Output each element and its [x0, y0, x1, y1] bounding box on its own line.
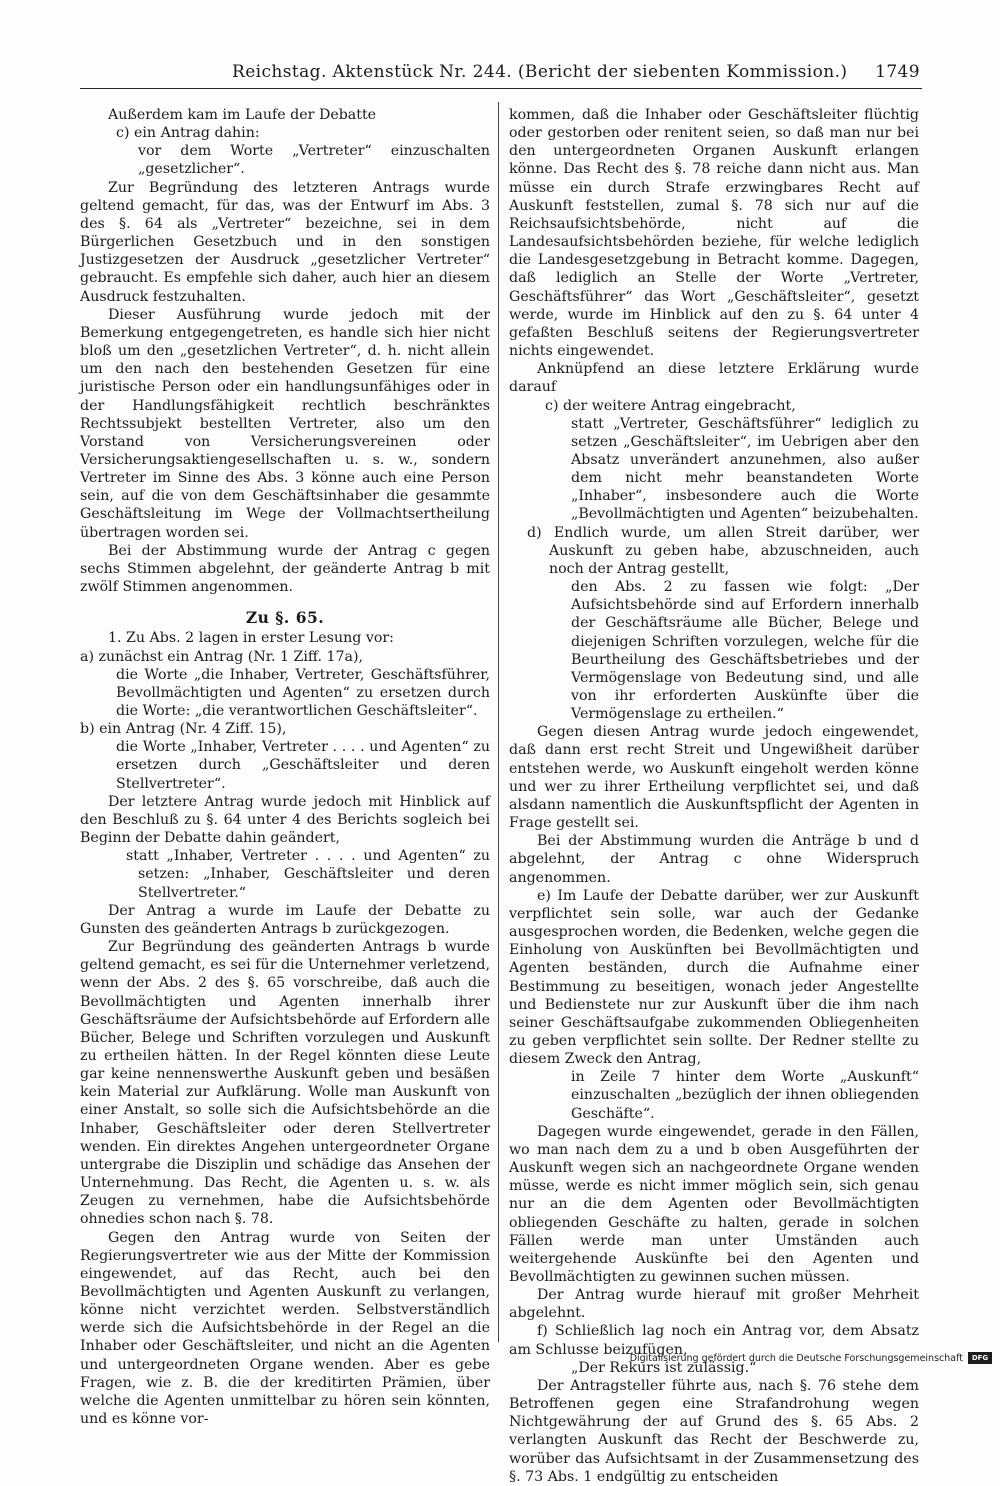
- quoted-proposal: die Worte „die Inhaber, Vertreter, Geschäftsführer, Bevollmächtigten und Agenten“ zu ersetzen durch die Worte: „die verantwortlichen Geschäftsleiter“.: [116, 666, 490, 719]
- list-item: f) Schließlich lag noch ein Antrag vor, dem Absatz am Schlusse beizufügen,: [509, 1323, 919, 1358]
- list-item: b) ein Antrag (Nr. 4 Ziff. 15),: [80, 721, 287, 738]
- paragraph: Der Antragsteller führte aus, nach §. 76 stehe dem Betroffenen gegen eine Strafandrohung wegen Nichtgewährung der auf Grund des §. 65 Abs. 2 verlangten Auskunft das Recht der Beschwerde zu, worüber das Aufsichtsamt in der Zusammensetzung des §. 73 Abs. 1 endgültig zu entscheiden: [509, 1377, 919, 1485]
- quoted-proposal: statt „Vertreter, Geschäftsführer“ lediglich zu setzen „Geschäftsleiter“, im Uebrigen aber den Absatz unverändert anzunehmen, also außer dem nicht mehr beanstandeten Worte „Inhaber“, insbesondere auch die Worte „Bevollmächtigten und Agenten“ beizubehalten.: [571, 415, 919, 523]
- right-column: [509, 106, 919, 1486]
- list-item: c) der weitere Antrag eingebracht,: [545, 397, 796, 414]
- quoted-proposal: statt „Inhaber, Vertreter . . . . und Agenten“ zu setzen: „Inhaber, Geschäftsleiter und deren Stellvertreter.“: [126, 848, 490, 901]
- dfg-logo-icon: DFG: [968, 1352, 992, 1364]
- paragraph: Bei der Abstimmung wurden die Anträge b und d abgelehnt, der Antrag c ohne Widerspruch angenommen.: [509, 833, 919, 886]
- paragraph: Der letztere Antrag wurde jedoch mit Hinblick auf den Beschluß zu §. 64 unter 4 des Berichts sogleich bei Beginn der Debatte dahin geändert,: [80, 793, 490, 847]
- quoted-proposal: in Zeile 7 hinter dem Worte „Auskunft“ einzuschalten „bezüglich der ihnen obliegenden Geschäfte“.: [571, 1069, 919, 1122]
- list-item: c) ein Antrag dahin:: [116, 125, 260, 142]
- paragraph: Der Antrag wurde hierauf mit großer Mehrheit abgelehnt.: [509, 1287, 919, 1322]
- quoted-proposal: die Worte „Inhaber, Vertreter . . . . und Agenten“ zu ersetzen durch „Geschäftsleiter und deren Stellvertreter“.: [116, 739, 490, 792]
- quoted-proposal: vor dem Worte „Vertreter“ einzuschalten „gesetzlicher“.: [138, 143, 490, 178]
- paragraph: Gegen diesen Antrag wurde jedoch eingewendet, daß dann erst recht Streit und Ungewißheit darüber entstehen werde, wo Auskunft eingeholt werden könne und wer zu ihrer Ertheilung verpflichtet sei, und daß alsdann namentlich die Auskunftspflicht der Agenten in Frage gestellt sei.: [509, 724, 919, 832]
- paragraph: kommen, daß die Inhaber oder Geschäftsleiter flüchtig oder gestorben oder renitent seien, so daß man nur bei den untergeordneten Organen Auskunft erlangen könne. Das Recht des §. 78 reiche dann nicht aus. Man müsse ein durch Strafe erzwingbares Recht auf Auskunft feststellen, zumal §. 78 sich nur auf die Reichsaufsichtsbehörde, nicht auf die Landesaufsichtsbehörden beziehe, für welche lediglich die Landesgesetzgebung in Betracht komme. Dagegen, daß lediglich an Stelle der Worte „Vertreter, Geschäftsführer“ das Wort „Geschäftsleiter“, gesetzt werde, wurde im Hinblick auf den zu §. 64 unter 4 gefaßten Beschluß seitens der Regierungsvertreter nichts eingewendet.: [509, 107, 919, 360]
- paragraph: Zur Begründung des letzteren Antrags wurde geltend gemacht, für das, was der Entwurf im Abs. 3 des §. 64 als „Vertreter“ bezeichne, sei in dem Bürgerlichen Gesetzbuch und in den sonstigen Justizgesetzen der Ausdruck „gesetzlicher Vertreter“ gebraucht. Es empfehle sich daher, auch hier an diesem Ausdruck festzuhalten.: [80, 179, 490, 305]
- list-item: d) Endlich wurde, um allen Streit darüber, wer Auskunft zu geben habe, abzuschneiden, auch noch der Antrag gestellt,: [527, 524, 919, 577]
- left-column: [80, 106, 490, 1428]
- section-heading: Zu §. 65.: [245, 608, 325, 628]
- credit-text: Digitalisierung gefördert durch die Deutsche Forschungsgemeinschaft: [629, 1352, 963, 1364]
- running-header: [80, 60, 922, 89]
- paragraph: Zur Begründung des geänderten Antrags b wurde geltend gemacht, es sei für die Unternehmer verletzend, wenn der Abs. 2 des §. 65 vorschreibe, daß auch die Bevollmächtigten und Agenten innerhalb ihrer Geschäftsräume der Aufsichtsbehörde auf Erfordern alle Bücher, Belege und Schriften vorzulegen und Auskunft zu ertheilen hätten. In der Regel könnten diese Leute gar keine nennenswerthe Auskunft geben und besäßen kein Material zur Aufklärung. Wolle man Auskunft von einer Anstalt, so solle sich die Aufsichtsbehörde an die Inhaber, Geschäftsleiter oder deren Stellvertreter wenden. Ein direktes Angehen untergeordneter Organe untergrabe die Disziplin und schädige das Ansehen der Unternehmung. Das Recht, die Agenten u. s. w. als Zeugen zu vernehmen, habe die Aufsichtsbehörde ohnedies schon nach §. 78.: [80, 939, 490, 1228]
- paragraph: Gegen den Antrag wurde von Seiten der Regierungsvertreter wie aus der Mitte der Kommission eingewendet, auf das Recht, auch bei den Bevollmächtigten und Agenten Auskunft zu verlangen, könne nicht verzichtet werden. Selbstverständlich werde sich die Aufsichtsbehörde in der Regel an die Inhaber oder Geschäftsleiter, und nicht an die Agenten und untergeordneten Organe wenden. Aber es gebe Fragen, wie z. B. die der kreditirten Prämien, über welche die Agenten unmittelbar zu hören sein könnten, und es könne vor-: [80, 1229, 490, 1428]
- paragraph: Bei der Abstimmung wurde der Antrag c gegen sechs Stimmen abgelehnt, der geänderte Antrag b mit zwölf Stimmen angenommen.: [80, 542, 490, 596]
- paragraph: e) Im Laufe der Debatte darüber, wer zur Auskunft verpflichtet sein solle, war auch der Gedanke ausgesprochen worden, die Bedenken, welche gegen die Einholung von Auskünften bei Bevollmächtigten und Agenten beständen, durch die Aufnahme einer Bestimmung zu beseitigen, wonach jeder Angestellte und Bedienstete nur zur Auskunft über die ihm nach seiner Geschäftsaufgabe zukommenden Obliegenheiten zu geben verpflichtet sein sollte. Der Redner stellte zu diesem Zweck den Antrag,: [509, 887, 919, 1068]
- page-number: 1749: [875, 62, 920, 82]
- paragraph: Der Antrag a wurde im Laufe der Debatte zu Gunsten des geänderten Antrags b zurückgezogen.: [80, 902, 490, 937]
- quoted-proposal: „Der Rekurs ist zulässig.“: [571, 1359, 757, 1376]
- column-divider: [498, 102, 499, 1342]
- running-title: Reichstag. Aktenstück Nr. 244. (Bericht der siebenten Kommission.): [232, 62, 848, 82]
- paragraph: 1. Zu Abs. 2 lagen in erster Lesung vor:: [108, 630, 394, 647]
- paragraph: Außerdem kam im Laufe der Debatte: [108, 107, 377, 123]
- quoted-proposal: den Abs. 2 zu fassen wie folgt: „Der Aufsichtsbehörde sind auf Erfordern innerhalb der Geschäftsräume alle Bücher, Belege und diejenigen Schriften vorzulegen, welche für die Beurtheilung des Geschäftsbetriebes und der Vermögenslage von Bedeutung sind, und alle von ihr erforderten Auskünfte über die Vermögenslage zu ertheilen.“: [571, 579, 919, 723]
- digitization-credit: [630, 1352, 992, 1364]
- paragraph: Dagegen wurde eingewendet, gerade in den Fällen, wo man nach dem zu a und b oben Ausgeführten der Auskunft wegen sich an nachgeordnete Organe wenden müsse, werde es nicht immer möglich sein, sich genau nur an die dem Agenten oder Bevollmächtigten obliegenden Geschäfte zu halten, gerade in solchen Fällen werde man unter Umständen auch weitergehende Auskünfte bei den Agenten und Bevollmächtigten zu gewinnen suchen müssen.: [509, 1123, 919, 1285]
- paragraph: Anknüpfend an diese letztere Erklärung wurde darauf: [509, 361, 919, 396]
- list-item: a) zunächst ein Antrag (Nr. 1 Ziff. 17a),: [80, 648, 364, 665]
- paragraph: Dieser Ausführung wurde jedoch mit der Bemerkung entgegengetreten, es handle sich hier nicht bloß um den „gesetzlichen Vertreter“, d. h. nicht allein um den nach den bestehenden Gesetzen für eine juristische Person oder ein handlungsunfähiges oder in der Handlungsfähigkeit rechtlich beschränktes Rechtssubjekt bestellten Vertreter, also um den Vorstand von Versicherungsvereinen oder Versicherungsaktiengesellschaften u. s. w., sondern Vertreter im Sinne des Abs. 3 könne auch eine Person sein, auf die von dem Geschäftsinhaber die gesammte Geschäftsleitung im Wege der Vollmachtsertheilung übertragen worden sei.: [80, 306, 490, 541]
